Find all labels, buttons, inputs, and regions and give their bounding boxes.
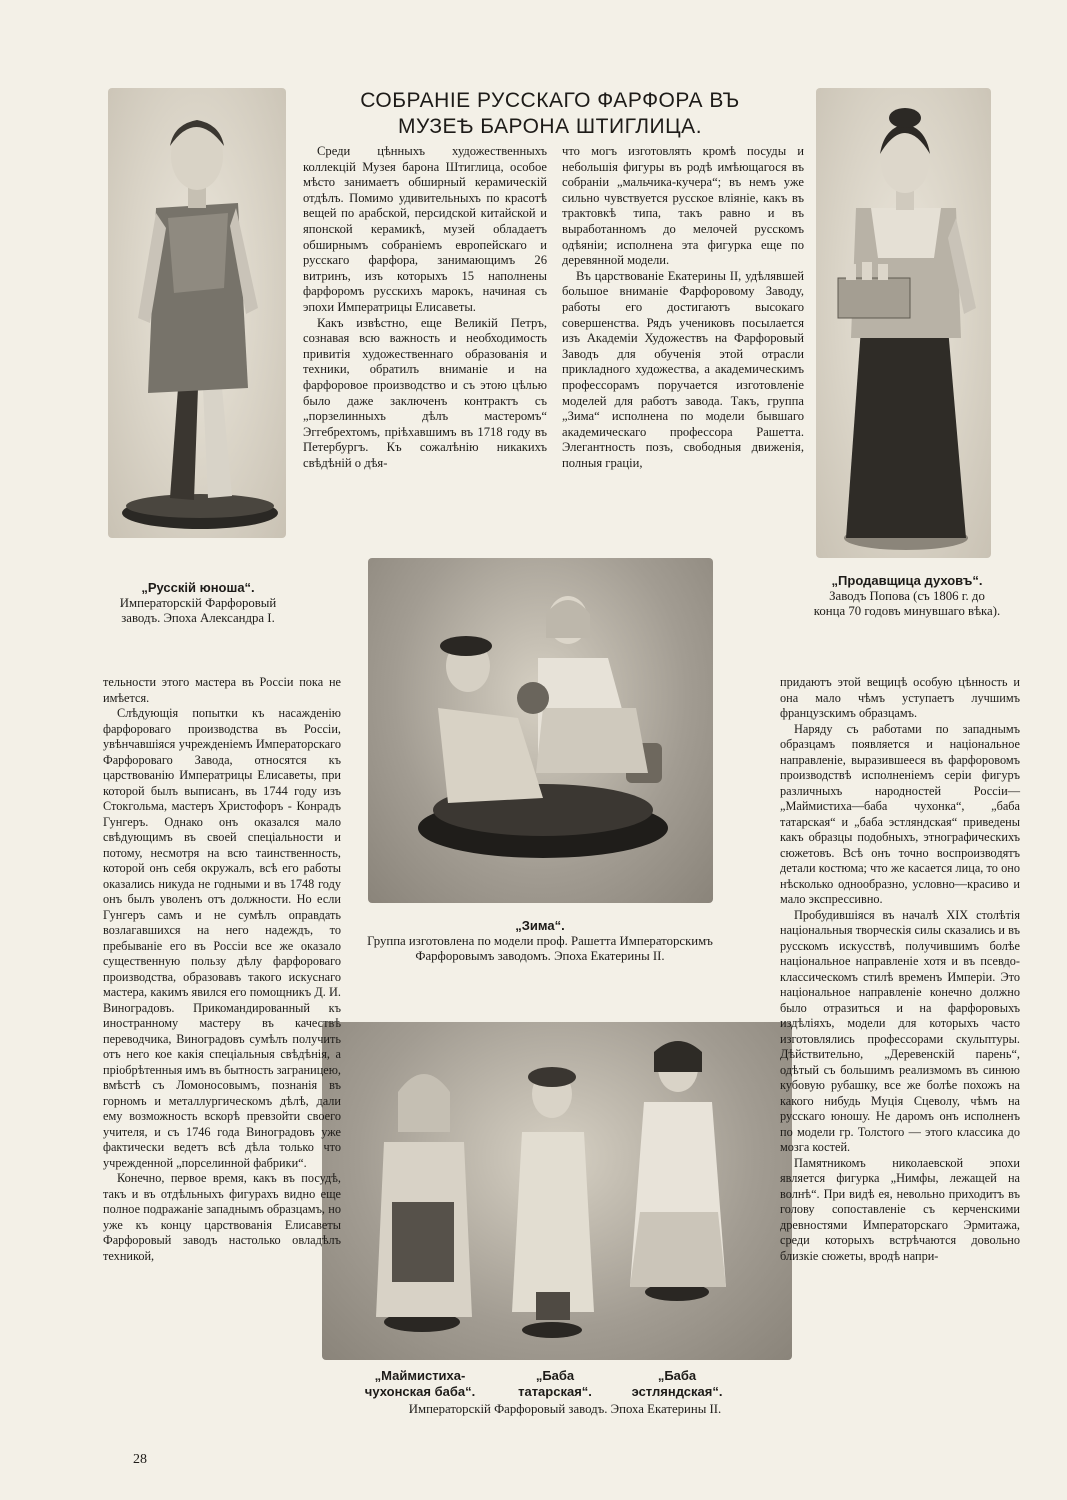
text-column-top-2 [562,144,804,471]
paragraph: Памятникомъ николаевской эпохи является фигурка „Нимфы, лежащей на волнѣ“. При видѣ ея, невольно приходитъ въ голову сопоставленіе съ керченскими древностями Императорскаго Эрмитажа, среди которыхъ встрѣчаются довольно близкіе сюжеты, вродѣ напри- [780,1155,1020,1263]
title-line-1: СОБРАНІЕ РУССКАГО ФАРФОРА ВЪ [360,89,740,112]
text-column-left [103,675,341,1264]
paragraph: Слѣдующія попытки къ насажденію фарфороваго производства въ Россіи, увѣнчавшіяся учрежденіемъ Императорскаго Фарфороваго Завода, относятся къ царствованію Императрицы Елисаветы, при которой былъ выписанъ, въ 1744 году изъ Стокгольма, мастеръ Христофоръ - Конрадъ Гунгеръ. Однако онъ оказался мало свѣдующимъ въ своей спеціальности и потому, несмотря на всю таинственность, которой онъ себя окружалъ, всѣ его работы оказались никуда не годными и въ 1748 году онъ былъ уволенъ отъ должности. Но если Гунгеръ самъ и не сумѣлъ оправдать возлагавшихся на него надеждъ, то пребываніе его въ Россіи все же оказало существенную пользу дѣлу фарфороваго производства, образовавъ такого искуснаго мастера, какимъ явился его помощникъ Д. И. Виноградовъ. Прикомандированный къ иностранному мастеру въ качествѣ переводчика, Виноградовъ сумѣлъ получить отъ него кое какія спеціальныя свѣдѣнія, а пріобрѣтенныя имъ въ бытность заграницею, вмѣстѣ съ Ломоносовымъ, познанія въ горномъ и металлургическомъ дѣлѣ, дали ему возможность вскорѣ превзойти своего учителя, и съ 1746 года Виноградовъ уже фактически ведетъ всѣ дѣла только что учрежденной „порселинной фабрики“. [103,706,341,1170]
perfume-seller-photo [816,88,991,558]
paragraph: Въ царствованіе Екатерины II, удѣлявшей большое вниманіе Фарфоровому Заводу, работы его достигаютъ высокаго совершенства. Рядъ учениковъ посылается изъ Академіи Художествъ на Фарфоровый Заводъ для обученія этой отрасли прикладного художества, а академическимъ профессорамъ поручается изготовленіе моделей для работъ завода. Такъ, группа „Зима“ исполнена по модели бывшаго академическаго профессора Рашетта. Элегантность позъ, свободныя движенія, полныя граціи, [562,268,804,470]
winter-caption [350,918,730,965]
youth-caption [108,580,288,627]
paragraph: тельности этого мастера въ Россіи пока не имѣется. [103,675,341,705]
youth-statue-illustration [108,88,286,538]
paragraph: Какъ извѣстно, еще Великій Петръ, сознавая всю важность и необходимость привитія художественнаго образованія и техники, обратилъ вниманіе и на фарфоровое производство и съ этою цѣлью было даже заключенъ контрактъ съ „порзелинныхъ дѣлъ мастеромъ“ Эггебрехтомъ, пріѣхавшимъ въ 1718 году въ Петербургъ. Къ сожалѣнію никакихъ свѣдѣній о дѣя- [303,315,547,470]
text-column-top-1 [303,144,547,471]
paragraph: Наряду съ работами по западнымъ образцамъ появляется и національное направленіе, выразившееся въ фарфоровомъ производствѣ исполненіемъ серіи фигуръ различныхъ народностей Россіи— „Маймистиха—баба чухонка“, „баба татарская“ и „баба эстляндская“ приведены какъ образцы подобныхъ, этнографическихъ сюжетовъ. Всѣ онъ точно воспроизводятъ детали костюма; что же касается лица, то оно нѣсколько однообразно, условно—красиво и мало экспрессивно. [780,721,1020,906]
paragraph: Пробудившіяся въ началѣ XIX столѣтія національныя творческія силы сказались и въ русскомъ искусствѣ, получившимъ болѣе національное направленіе хотя и въ псевдо-классическомъ стилѣ временъ Имперіи. Это національное направленіе конечно должно было отразиться и на фарфоровыхъ издѣліяхъ, модели для которыхъ часто изготовлялись профессорами скульптуры. Дѣйствительно, „Деревенскій парень“, одѣтый съ большимъ реализмомъ въ синюю кубовую рубашку, все же болѣе похожъ на какого нибудь Муція Сцеволу, чѣмъ на русскаго юношу. Не даромъ онъ исполненъ по модели гр. Толстого — этого классика до мозга костей. [780,907,1020,1154]
youth-figure-photo [108,88,286,538]
perfume-caption [812,573,1002,620]
winter-group-illustration [368,558,713,903]
winter-name: „Зима“. [515,918,565,933]
trio-name-3: „Баба эстляндская“. [631,1368,723,1399]
winter-desc: Группа изготовлена по модели проф. Рашетта Императорскимъ Фарфоровымъ заводомъ. Эпоха Екатерины II. [367,933,713,963]
trio-captions [355,1368,775,1428]
youth-name: „Русскій юноша“. [141,580,255,595]
trio-photo [322,1022,792,1360]
paragraph: Среди цѣнныхъ художественныхъ коллекцій Музея барона Штиглица, особое мѣсто занимаетъ обширный керамическій отдѣлъ. Помимо удивительныхъ по красотѣ вещей по арабской, персидской китайской и японской керамикѣ, музей обладаетъ обширнымъ собраніемъ европейскаго и русскаго фарфора, занимающимъ 26 витринъ, изъ которыхъ 15 наполнены фарфоромъ русскихъ марокъ, начиная съ эпохи Императрицы Елисаветы. [303,144,547,314]
trio-name-2: „Баба татарская“. [518,1368,592,1399]
perfume-name: „Продавщица духовъ“. [831,573,983,588]
trio-name-1: „Маймистиха-чухонская баба“. [364,1368,476,1399]
page-number: 28 [133,1452,147,1467]
paragraph: что могъ изготовлять кромѣ посуды и небольшія фигуры въ родѣ имѣющагося въ собраніи „мальчика-кучера“; въ немъ уже сильно чувствуется русское вліяніе, какъ въ трактовкѣ типа, такъ равно и въ выработанномъ до мелочей русскомъ одѣяніи; исполнена эта фигурка еще по деревянной модели. [562,144,804,268]
trio-desc: Императорскій Фарфоровый заводъ. Эпоха Екатерины II. [408,1402,722,1416]
youth-desc: Императорскій Фарфоровый заводъ. Эпоха Александра I. [119,595,277,625]
paragraph: Конечно, первое время, какъ въ посудѣ, такъ и въ отдѣльныхъ фигурахъ видно еще полное подражаніе западнымъ образцамъ, но уже къ концу царствованія Елисаветы Фарфоровый заводъ настолько овладѣлъ техникой, [103,1171,341,1263]
paragraph: придаютъ этой вещицѣ особую цѣнность и она мало чѣмъ уступаетъ лучшимъ французскимъ образцамъ. [780,675,1020,720]
perfume-seller-statue-illustration [816,88,991,558]
title-line-2: МУЗЕѢ БАРОНА ШТИГЛИЦА. [397,115,703,138]
article-title [300,88,800,140]
perfume-desc: Заводъ Попова (съ 1806 г. до конца 70 годовъ минувшаго вѣка). [813,588,1001,618]
text-column-right [780,675,1020,1264]
trio-illustration [322,1022,792,1360]
winter-group-photo [368,558,713,903]
